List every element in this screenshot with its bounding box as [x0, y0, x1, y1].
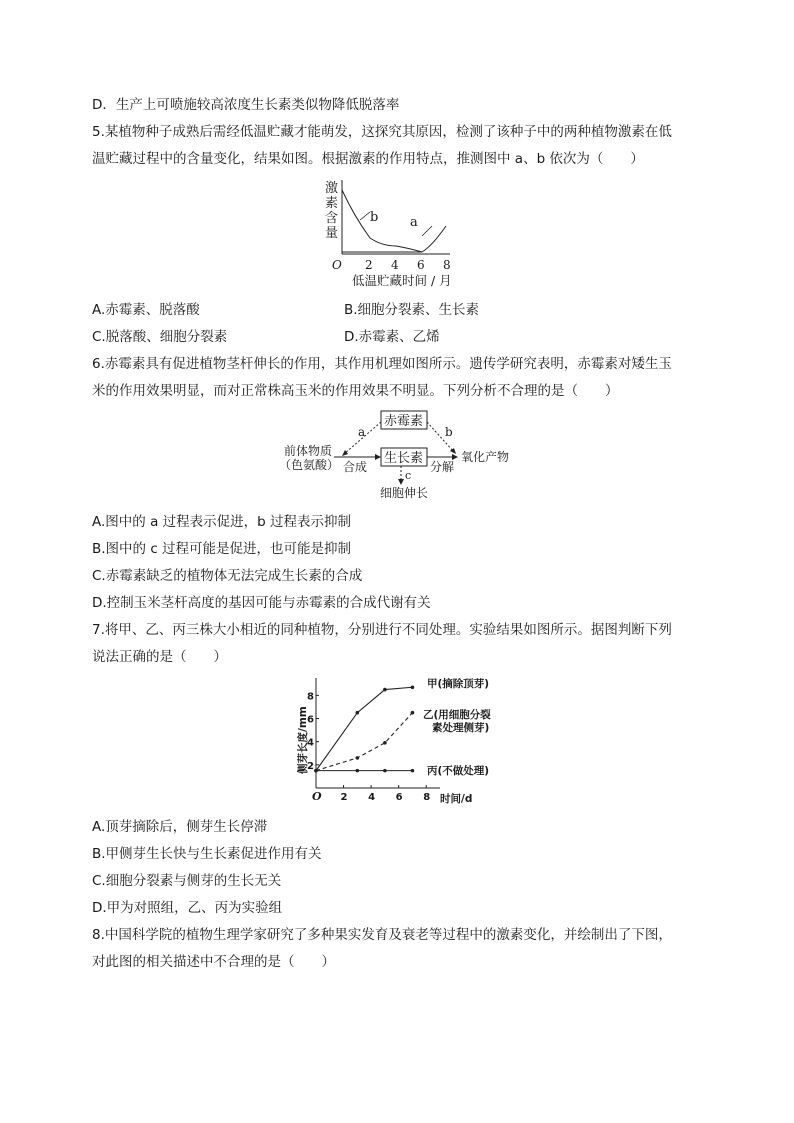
q5-ylabel-char-3: 量: [325, 226, 339, 241]
precursor-sub-label: （色氨酸）: [279, 458, 340, 472]
q7-origin: O: [312, 790, 322, 803]
q7-series-yi-point: [356, 756, 360, 760]
arrow-b-head: [450, 448, 456, 454]
q5-xtick-8: 8: [443, 258, 451, 272]
q7-series-jia-point: [411, 685, 415, 689]
label-b: b: [445, 425, 453, 439]
q7-series-bing-point: [383, 769, 387, 773]
q7-series-jia-label: 甲(摘除顶芽): [427, 678, 490, 690]
q6-option-c: C.赤霉素缺乏的植物体无法完成生长素的合成: [92, 568, 363, 584]
q6-option-a: A.图中的 a 过程表示促进，b 过程表示抑制: [92, 514, 352, 530]
question-8-line-1: 8.中国科学院的植物生理学家研究了多种果实发育及衰老等过程中的激素变化，并绘制出了下图，: [92, 927, 672, 943]
q7-series-yi-line: [316, 713, 412, 771]
q7-option-d: D.甲为对照组，乙、丙为实验组: [92, 900, 283, 916]
arrow-c-head: [398, 479, 404, 485]
question-7-line-2: 说法正确的是（ ）: [92, 649, 227, 665]
q5-option-b: B.细胞分裂素、生长素: [344, 302, 480, 318]
question-8-line-2: 对此图的相关描述中不合理的是（ ）: [92, 954, 335, 970]
q7-xtick-label: 4: [368, 792, 376, 803]
q7-series-bing-label: 丙(不做处理): [427, 765, 490, 777]
q7-ylabel: 侧芽长度/mm: [297, 706, 309, 774]
q5-ylabel-char-0: 激: [325, 181, 339, 196]
auxin-label: 生长素: [384, 451, 424, 466]
q7-series-yi-label-1: 乙(用细胞分裂: [423, 709, 491, 721]
q7-ytick-label: 6: [307, 714, 314, 726]
precursor-label: 前体物质: [284, 444, 333, 458]
q7-option-c: C.细胞分裂素与侧芽的生长无关: [92, 873, 282, 889]
q7-xlabel: 时间/d: [440, 793, 473, 805]
q7-option-b: B.甲侧芽生长快与生长素促进作用有关: [92, 846, 322, 862]
q5-option-a: A.赤霉素、脱落酸: [92, 302, 200, 318]
q5-leader-a: [422, 226, 432, 236]
q7-series-yi-point: [411, 711, 415, 715]
q5-xtick-4: 4: [391, 258, 399, 272]
q7-bud-growth-chart: [290, 674, 510, 808]
question-5-line-2: 温贮藏过程中的含量变化，结果如图。根据激素的作用特点，推测图中 a、b 依次为（ ）: [92, 151, 644, 167]
decomposition-label: 分解: [430, 460, 455, 474]
q5-option-d: D.赤霉素、乙烯: [344, 329, 440, 345]
q5-hormone-chart: [322, 176, 482, 288]
gibberellin-label: 赤霉素: [384, 414, 424, 429]
question-7-line-1: 7.将甲、乙、丙三株大小相近的同种植物，分别进行不同处理。实验结果如图所示。据图判断下列: [92, 622, 672, 638]
q6-option-d: D.控制玉米茎杆高度的基因可能与赤霉素的合成代谢有关: [92, 595, 431, 611]
cell-elongation-label: 细胞伸长: [380, 486, 429, 500]
q7-xtick-label: 2: [340, 792, 348, 803]
q5-ylabel-char-1: 素: [325, 196, 339, 211]
q6-mechanism-diagram: [278, 408, 518, 502]
q5-xtick-6: 6: [417, 258, 425, 272]
q7-series-bing-point: [314, 769, 318, 773]
option-d-previous-question: D．生产上可喷施较高浓度生长素类似物降低脱落率: [92, 97, 400, 113]
label-a: a: [358, 425, 366, 439]
q5-xlabel: 低温贮藏时间 / 月: [352, 273, 452, 288]
q5-label-a: a: [410, 215, 418, 230]
q5-leader-b: [360, 212, 370, 220]
q5-origin: O: [332, 258, 342, 272]
q7-ytick-label: 8: [307, 691, 314, 703]
q7-series-jia-point: [383, 688, 387, 692]
question-5-line-1: 5.某植物种子成熟后需经低温贮藏才能萌发，这探究其原因，检测了该种子中的两种植物激素在低: [92, 124, 672, 140]
q5-ylabel-char-2: 含: [325, 211, 339, 226]
q7-xtick-label: 6: [395, 792, 403, 803]
q7-series-bing-point: [356, 769, 360, 773]
synthesis-label: 合成: [343, 460, 368, 474]
q7-xtick-label: 8: [423, 792, 431, 803]
q5-option-c: C.脱落酸、细胞分裂素: [92, 329, 228, 345]
label-c: c: [405, 469, 412, 482]
q6-option-b: B.图中的 c 过程可能是促进，也可能是抑制: [92, 541, 352, 557]
q7-series-yi-point: [383, 741, 387, 745]
q7-ytick-label: 4: [307, 737, 314, 749]
question-6-line-1: 6.赤霉素具有促进植物茎杆伸长的作用，其作用机理如图所示。遗传学研究表明，赤霉素对矮生玉: [92, 356, 672, 372]
q5-label-b: b: [370, 210, 379, 225]
q7-option-a: A.顶芽摘除后，侧芽生长停滞: [92, 819, 268, 835]
q7-ytick-label: 2: [307, 760, 314, 772]
oxidation-product-label: 氧化产物: [461, 450, 510, 464]
q5-xtick-2: 2: [365, 258, 373, 272]
synthesis-arrowhead: [375, 454, 381, 460]
q5-curve-a: [342, 226, 446, 252]
q7-series-bing-point: [411, 769, 415, 773]
question-6-line-2: 米的作用效果明显，而对正常株高玉米的作用效果不明显。下列分析不合理的是（ ）: [92, 383, 619, 399]
q7-series-jia-point: [356, 711, 360, 715]
q7-series-yi-label-2: 素处理侧芽): [432, 722, 490, 734]
